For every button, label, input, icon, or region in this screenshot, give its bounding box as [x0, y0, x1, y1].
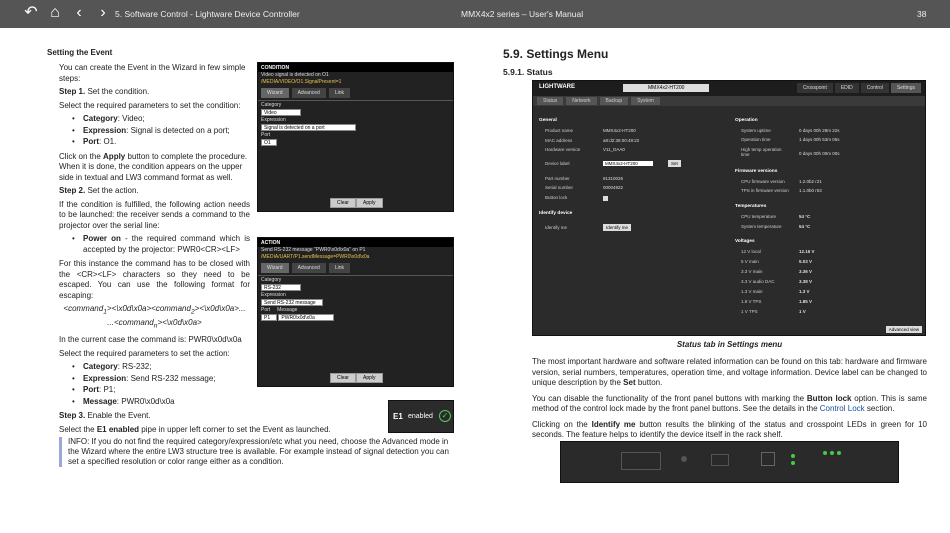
main-menu	[797, 83, 921, 93]
condition-tabs	[258, 86, 453, 101]
header-bar	[0, 0, 950, 28]
section-title: 5. Software Control - Lightware Device Controller	[115, 9, 300, 19]
status-title: 5.9.1. Status	[503, 67, 553, 77]
status-para-1: The most important hardware and software related information can be found on this tab: hardware and firmware version, serial numbers, temperatures, operation time, and voltage information. Device label can be changed to unique description by the Set button.	[532, 357, 927, 387]
tab-status[interactable]: Status	[537, 97, 563, 105]
list-item: • Category: Video;	[83, 114, 250, 125]
category-label: Category	[261, 102, 282, 108]
operation-row: System uptime 0 days 00h 28m 22s	[741, 128, 840, 133]
prev-page-icon[interactable]: ‹	[76, 4, 82, 21]
tab-advanced[interactable]: Advanced	[292, 88, 326, 98]
e1-state: enabled	[408, 413, 433, 420]
e1-enabled-pipe[interactable]	[388, 400, 454, 433]
connector-block	[621, 452, 661, 470]
ethernet-port	[761, 452, 775, 466]
tab-wizard[interactable]: Wizard	[261, 263, 289, 273]
next-page-icon[interactable]: ›	[100, 4, 106, 21]
firmware-row: TPS in firmware version 1.1.0b0 r63	[741, 188, 822, 193]
manual-title: MMX4x2 series – User's Manual	[461, 9, 584, 19]
identify-row: Identify me Identify me	[545, 225, 567, 230]
port-select[interactable]: O1	[261, 139, 277, 146]
action-screenshot	[257, 237, 454, 387]
port-shape	[711, 454, 729, 466]
list-item: • Port: P1;	[83, 385, 250, 396]
temperatures-title: Temperatures	[735, 204, 767, 209]
step2: Step 2. Set the action.	[59, 186, 139, 195]
voltage-row: 1.8 V TPS 1.85 V	[741, 299, 813, 304]
led-shape	[791, 461, 795, 465]
power-list	[59, 234, 250, 255]
menu-control[interactable]: Control	[861, 83, 889, 93]
general-row: Hardware version V11_DAA0	[545, 147, 625, 152]
tab-link[interactable]: Link	[329, 263, 350, 273]
home-icon[interactable]: ⌂	[50, 4, 60, 21]
status-para-3: Clicking on the Identify me button results the blinking of the status and crosspoint LEDs in green for 10 seconds. The feature helps to identify the device itself in the rack shelf.	[532, 419, 927, 439]
general-row: Product name MMX4x2-HT200	[545, 128, 636, 133]
tab-advanced[interactable]: Advanced	[292, 263, 326, 273]
page-number: 38	[917, 9, 927, 19]
action-title: ACTION	[258, 238, 453, 247]
voltage-row: 3.3 V audio DAC 3.38 V	[741, 279, 813, 284]
expression-label: Expression	[261, 117, 286, 123]
identify-title: Identify device	[539, 211, 573, 216]
apply-button[interactable]: Apply	[356, 373, 383, 383]
condition-title: CONDITION	[258, 63, 453, 72]
voltage-row: 1.3 V main 1.3 V	[741, 289, 810, 294]
select-e1-text: Select the E1 enabled pipe in upper left corner to set the Event as launched.	[59, 424, 331, 434]
category-label: Category	[261, 277, 282, 283]
message-input[interactable]: PWR0\x0d\x0a	[278, 314, 334, 321]
tab-network[interactable]: Network	[566, 97, 596, 105]
button-lock-row[interactable]: Button lock	[545, 195, 567, 200]
action-list	[59, 362, 250, 407]
clear-button[interactable]: Clear	[330, 373, 356, 383]
operation-row: High temp operation time 0 days 00h 00m 00s	[741, 147, 840, 157]
expression-select[interactable]: Send RS-232 message	[261, 299, 323, 306]
for-this-text: For this instance the command has to be closed with the <CR><LF> characters so they need to be escaped. You can use the following format for escaping:	[59, 259, 250, 300]
clear-button[interactable]: Clear	[330, 198, 356, 208]
front-panel-image	[560, 441, 899, 483]
led-shape	[791, 454, 795, 458]
message-label: Message	[277, 307, 298, 313]
list-item: • Expression: Signal is detected on a port;	[83, 126, 250, 137]
voltage-row: 3.3 V main 3.36 V	[741, 269, 813, 274]
general-row: Part number 91310026	[545, 176, 624, 181]
general-row: MAC address a8:d2:36:00:49:22	[545, 138, 640, 143]
firmware-row: CPU firmware version 1.2.0b2 r21	[741, 179, 822, 184]
voltage-row: 1 V TPS 1 V	[741, 309, 806, 314]
button-shape	[681, 456, 687, 462]
setting-event-title: Setting the Event	[47, 48, 113, 57]
lightware-logo: LIGHTWARE	[539, 84, 575, 90]
category-select[interactable]: Video	[261, 109, 301, 116]
click-apply-text: Click on the Apply button to complete the procedure. When it is done, the condition appears on the upper side in textual and LW3 command format as well.	[59, 151, 248, 182]
intro-text: You can create the Event in the Wizard in few simple steps:	[59, 63, 246, 83]
voltage-row: 5 V main 5.03 V	[741, 259, 813, 264]
condition-line1: Video signal is detected on O1	[261, 72, 329, 78]
list-item: • Category: RS-232;	[83, 362, 250, 373]
list-item: • Message: PWR0\x0d\x0a	[83, 397, 250, 408]
status-screenshot	[532, 80, 926, 336]
tab-wizard[interactable]: Wizard	[261, 88, 289, 98]
select-action-text: Select the required parameters to set the action:	[59, 348, 230, 358]
action-tabs	[258, 261, 453, 276]
voltages-title: Voltages	[735, 239, 755, 244]
model-label: MMX4x2-HT200	[623, 84, 709, 92]
cond-list	[59, 114, 250, 148]
port-select[interactable]: P1	[261, 314, 277, 321]
general-title: General	[539, 118, 557, 123]
check-icon: ✓	[439, 410, 451, 422]
step3: Step 3. Enable the Event.	[59, 411, 151, 421]
list-item: • Power on - the required command which is accepted by the projector: PWR0<CR><LF>	[83, 234, 250, 255]
select-cond-text: Select the required parameters to set the condition:	[59, 100, 241, 110]
step1-label: Step 1.	[59, 87, 86, 96]
firmware-title: Firmware versions	[735, 169, 778, 174]
escape-format: <command$_1$><\x0d\x0a><command$_2$><\x0d\x0a>... ...<command$_n$><\x0d\x0a>	[63, 304, 246, 330]
menu-settings[interactable]: Settings	[891, 83, 921, 93]
back-icon[interactable]: ↶	[24, 4, 38, 21]
operation-row: Operation time 1 days 00h 53m 05s	[741, 137, 840, 142]
action-line1: Send RS-232 message "PWR0\x0d\x0a" on P1	[261, 247, 366, 253]
general-row: Serial number 00004922	[545, 185, 624, 190]
e1-label: E1	[393, 412, 403, 421]
menu-crosspoint[interactable]: Crosspoint	[797, 83, 833, 93]
device-label-input[interactable]: MMX4x2-HT200	[603, 161, 653, 166]
menu-edid[interactable]: EDID	[835, 83, 859, 93]
button-lock-checkbox[interactable]	[603, 196, 608, 201]
step1-text: Set the condition.	[87, 87, 150, 96]
current-case-text: In the current case the command is: PWR0\x0d\x0a	[59, 335, 242, 345]
settings-tabs	[533, 96, 925, 106]
operation-title: Operation	[735, 118, 758, 123]
led-shape	[823, 451, 827, 455]
tab-backup[interactable]: Backup	[600, 97, 629, 105]
info-note: INFO: If you do not find the required category/expression/etc what you need, choose the Advanced mode in the Wizard where the entire LW3 structure tree is available. For example instead of signal detection you can set a specified resolution or color range either as a condition.	[59, 437, 454, 467]
advanced-view-button[interactable]: Advanced view	[886, 326, 922, 333]
port-label: Port	[261, 307, 271, 313]
control-lock-link[interactable]: Control Lock	[819, 404, 865, 413]
temperature-row: CPU temperature 54 °C	[741, 214, 811, 219]
led-shape	[837, 451, 841, 455]
tab-system[interactable]: System	[631, 97, 660, 105]
tab-link[interactable]: Link	[329, 88, 350, 98]
condition-line2: /MEDIA/VIDEO/O1.SignalPresent=1	[261, 79, 342, 85]
step1	[59, 87, 250, 98]
status-topbar	[533, 81, 925, 96]
list-item: • Expression: Send RS-232 message;	[83, 374, 250, 385]
condition-screenshot	[257, 62, 454, 212]
apply-button[interactable]: Apply	[356, 198, 383, 208]
identify-me-button[interactable]: Identify me	[603, 224, 631, 231]
action-line2: /MEDIA/UART/P1.sendMessage=PWR0\x0d\x0a	[261, 254, 370, 260]
port-label: Port	[261, 132, 271, 138]
if-cond-text: If the condition is fulfilled, the following action needs to be launched: the receiver sends a command to the projector over the serial line:	[59, 199, 250, 230]
expression-select[interactable]: Signal is detected on a port	[261, 124, 356, 131]
general-row: Device label MMX4x2-HT200 Set	[545, 161, 570, 166]
voltage-row: 12 V local 12.16 V	[741, 249, 815, 254]
expression-label: Expression	[261, 292, 286, 298]
figure-caption: Status tab in Settings menu	[676, 340, 783, 349]
set-button[interactable]: Set	[668, 160, 681, 167]
nav-buttons	[22, 4, 112, 22]
settings-menu-title: 5.9. Settings Menu	[503, 47, 609, 61]
led-shape	[830, 451, 834, 455]
temperature-row: System temperature 54 °C	[741, 224, 811, 229]
status-para-2: You can disable the functionality of the front panel buttons with marking the Button lock option. This is same method of the control lock made by the front panel buttons. See the details in the Control Lock section.	[532, 393, 928, 413]
category-select[interactable]: RS-232	[261, 284, 301, 291]
right-text	[532, 357, 927, 444]
list-item: • Port: O1.	[83, 137, 250, 148]
